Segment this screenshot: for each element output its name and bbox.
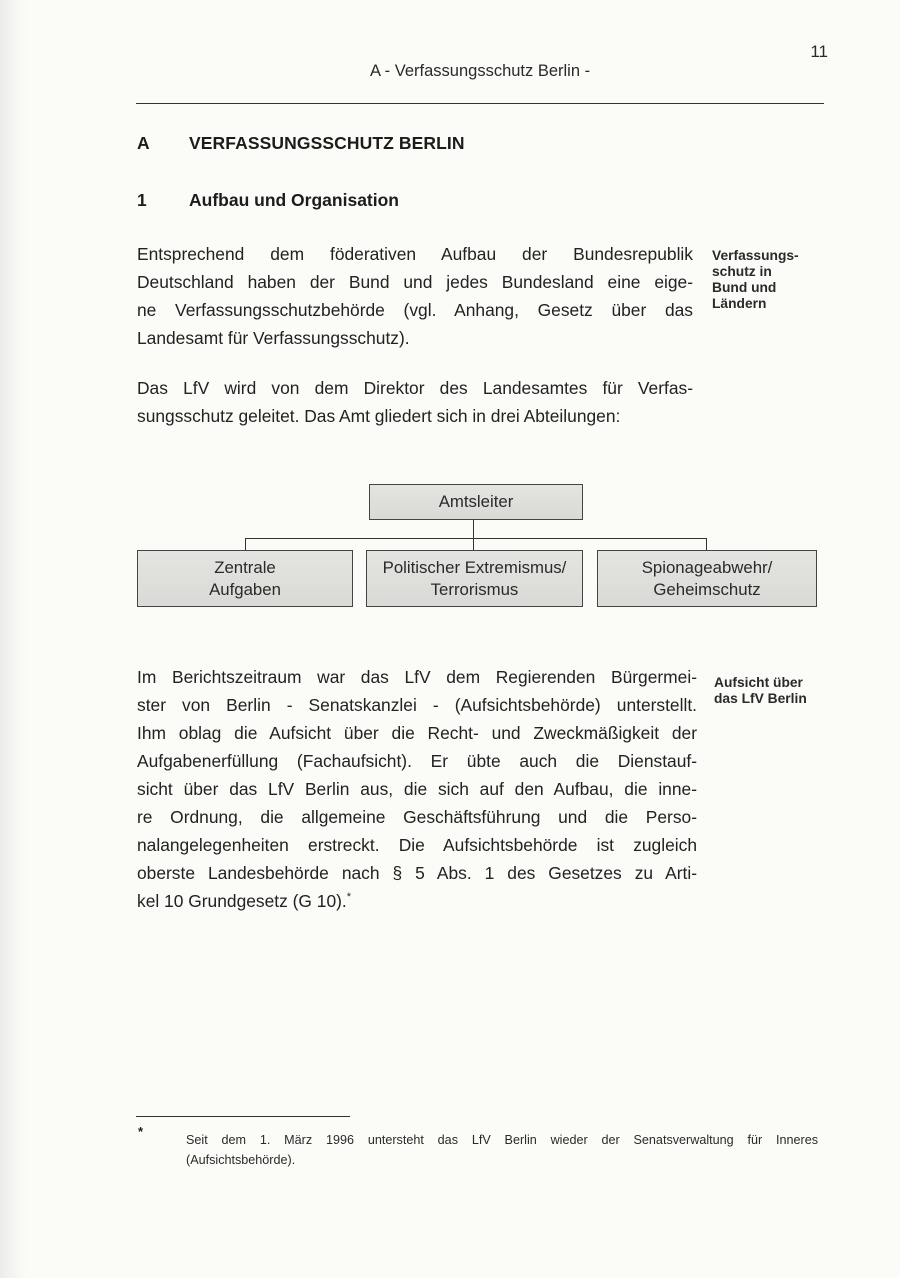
footnote-mark: *: [138, 1124, 144, 1139]
org-box-label: Spionageabwehr/: [641, 557, 773, 577]
org-box-label: Terrorismus: [430, 579, 519, 599]
text-line: ster von Berlin - Senatskanzlei - (Aufsichtsbehörde) unterstellt.: [137, 695, 697, 715]
margin-note-line: Ländern: [712, 296, 767, 311]
page-edge-shadow: [0, 0, 28, 1278]
text-line-last: [137, 887, 697, 915]
org-box-label: Aufgaben: [209, 579, 281, 599]
org-connector: [245, 538, 707, 539]
running-header: A - Verfassungsschutz Berlin -: [370, 62, 591, 80]
text-line: ne Verfassungsschutzbehörde (vgl. Anhang, Gesetz über das: [137, 300, 693, 320]
footnote-text: [186, 1130, 818, 1170]
org-box-label: Politischer Extremismus/: [382, 557, 567, 577]
text-line: Aufgabenerfüllung (Fachaufsicht). Er übte auch die Dienstauf-: [137, 751, 697, 771]
text-line: re Ordnung, die allgemeine Geschäftsführung und die Perso-: [137, 807, 697, 827]
margin-note-line: Verfassungs-: [712, 248, 799, 263]
footnote-reference[interactable]: *: [346, 891, 352, 904]
paragraph-federal-structure: [137, 240, 693, 352]
paragraph-supervision: [137, 663, 697, 915]
text-line: sicht über das LfV Berlin aus, die sich auf den Aufbau, die inne-: [137, 779, 697, 799]
text-line: sungsschutz geleitet. Das Amt gliedert sich in drei Abteilungen:: [137, 406, 621, 426]
text-line: kel 10 Grundgesetz (G 10).: [137, 891, 347, 911]
footnote-rule: [136, 1116, 350, 1117]
margin-note-line: das LfV Berlin: [714, 691, 807, 706]
margin-note-line: Bund und: [712, 280, 777, 295]
org-box-label: Zentrale: [214, 557, 276, 577]
text-line: Ihm oblag die Aufsicht über die Recht- und Zweckmäßigkeit der: [137, 723, 697, 743]
org-box-amtsleiter: [369, 484, 583, 520]
org-box-zentrale-aufgaben: [137, 550, 353, 607]
footnote-line: Seit dem 1. März 1996 untersteht das LfV Berlin wieder der Senatsverwaltung für Inneres: [186, 1133, 818, 1147]
chapter-title: VERFASSUNGSSCHUTZ BERLIN: [189, 133, 465, 153]
paragraph-departments: [137, 374, 693, 430]
margin-note-line: schutz in: [712, 264, 772, 279]
margin-note-supervision: [714, 675, 834, 707]
text-line: nalangelegenheiten erstreckt. Die Aufsichtsbehörde ist zugleich: [137, 835, 697, 855]
margin-note-federal: [712, 248, 832, 312]
section-heading: [137, 190, 399, 211]
footnote-line: (Aufsichtsbehörde).: [186, 1153, 296, 1167]
header-rule: [136, 103, 824, 104]
chapter-number: A: [137, 133, 150, 153]
text-line: Das LfV wird von dem Direktor des Landesamtes für Verfas-: [137, 378, 693, 398]
org-box-extremismus: [366, 550, 583, 607]
text-line: Deutschland haben der Bund und jedes Bundesland eine eige-: [137, 272, 693, 292]
org-connector: [473, 520, 474, 539]
text-line: Entsprechend dem föderativen Aufbau der Bundesrepublik: [137, 244, 693, 264]
section-number: 1: [137, 190, 147, 210]
text-line: Landesamt für Verfassungsschutz).: [137, 328, 410, 348]
chapter-heading: [137, 133, 465, 154]
text-line: Im Berichtszeitraum war das LfV dem Regierenden Bürgermei-: [137, 667, 697, 687]
org-box-label: Geheimschutz: [653, 579, 761, 599]
text-line: oberste Landesbehörde nach § 5 Abs. 1 des Gesetzes zu Arti-: [137, 863, 697, 883]
page-number: 11: [810, 42, 828, 61]
org-box-spionageabwehr: [597, 550, 817, 607]
org-box-label: Amtsleiter: [438, 492, 514, 511]
margin-note-line: Aufsicht über: [714, 675, 803, 690]
section-title: Aufbau und Organisation: [189, 190, 399, 210]
